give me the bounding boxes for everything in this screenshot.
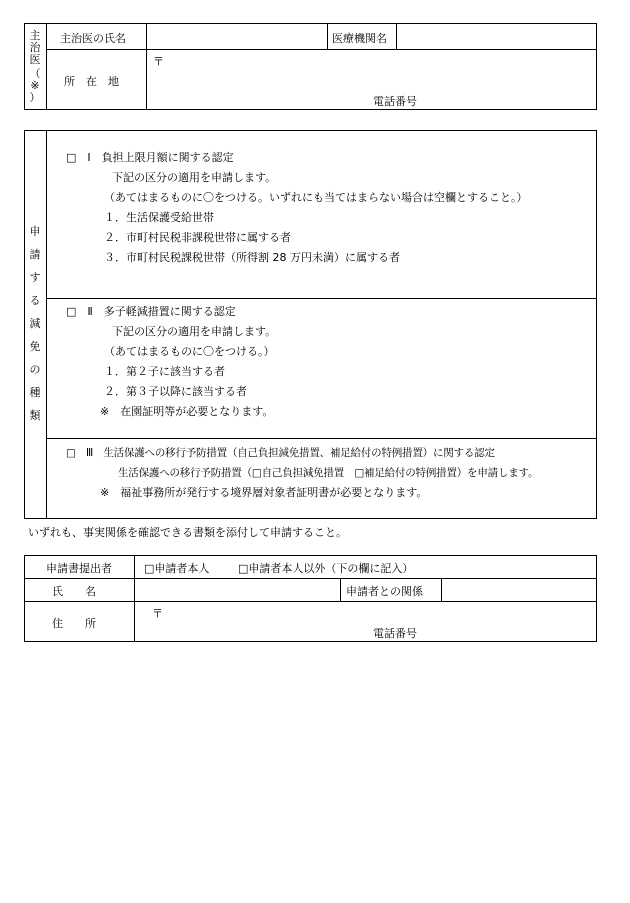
submitter-address-label: 住 所 [52,617,96,630]
section-2-item-2[interactable]: ２．第３子以降に該当する者 [104,385,247,398]
section-1-item-2[interactable]: ２．市町村民税非課税世帯に属する者 [104,231,291,244]
submitter-phone-label: 電話番号 [373,627,417,640]
institution-field[interactable] [398,25,595,47]
section-1-item-1[interactable]: １．生活保護受給世帯 [104,211,214,224]
section-1-note: （あてはまるものに〇をつける。いずれにも当てはまらない場合は空欄とすること。） [104,191,528,204]
submitter-option-self[interactable]: □申請者本人 [144,562,210,575]
submitter-postal-mark: 〒 [152,607,163,620]
submitter-option-other[interactable]: □申請者本人以外（下の欄に記入） [238,562,414,575]
doctor-name-field[interactable] [148,25,325,47]
section-2-apply: 下記の区分の適用を申請します。 [112,325,277,338]
relation-label: 申請者との関係 [346,585,423,598]
doctor-address-label: 所 在 地 [64,75,119,88]
submitter-address-field[interactable] [136,603,595,640]
section-3-heading[interactable]: □ Ⅲ 生活保護への移行予防措置（自己負担減免措置、補足給付の特例措置）に関する認定 [66,447,495,459]
submitter-name-field[interactable] [136,580,338,599]
section-1-apply: 下記の区分の適用を申請します。 [112,171,277,184]
section-1-item-3[interactable]: ３．市町村民税課税世帯（所得割 28 万円未満）に属する者 [104,251,400,264]
section-2-item-3: ※ 在園証明等が必要となります。 [100,405,274,418]
institution-label: 医療機関名 [332,32,387,45]
reduction-table [24,130,597,519]
attachment-footnote: いずれも、事実関係を確認できる書類を添付して申請すること。 [28,526,347,539]
doctor-phone-label: 電話番号 [373,95,417,108]
relation-field[interactable] [443,580,595,599]
doctor-name-label: 主治医の氏名 [60,32,126,45]
doctor-address-field[interactable] [148,51,595,108]
section-3-apply[interactable]: 生活保護への移行予防措置（□自己負担減免措置 □補足給付の特例措置）を申請します。 [118,467,539,479]
submitter-name-label: 氏 名 [52,585,96,598]
section-1-heading[interactable]: □ Ⅰ 負担上限月額に関する認定 [66,151,234,164]
section-2-heading[interactable]: □ Ⅱ 多子軽減措置に関する認定 [66,305,236,318]
section-2-note: （あてはまるものに〇をつける。） [104,345,275,358]
submitter-label: 申請書提出者 [46,562,112,575]
section-3-note: ※ 福祉事務所が発行する境界層対象者証明書が必要となります。 [100,486,428,499]
doctor-postal-mark: 〒 [153,55,164,68]
section-2-item-1[interactable]: １．第２子に該当する者 [104,365,225,378]
